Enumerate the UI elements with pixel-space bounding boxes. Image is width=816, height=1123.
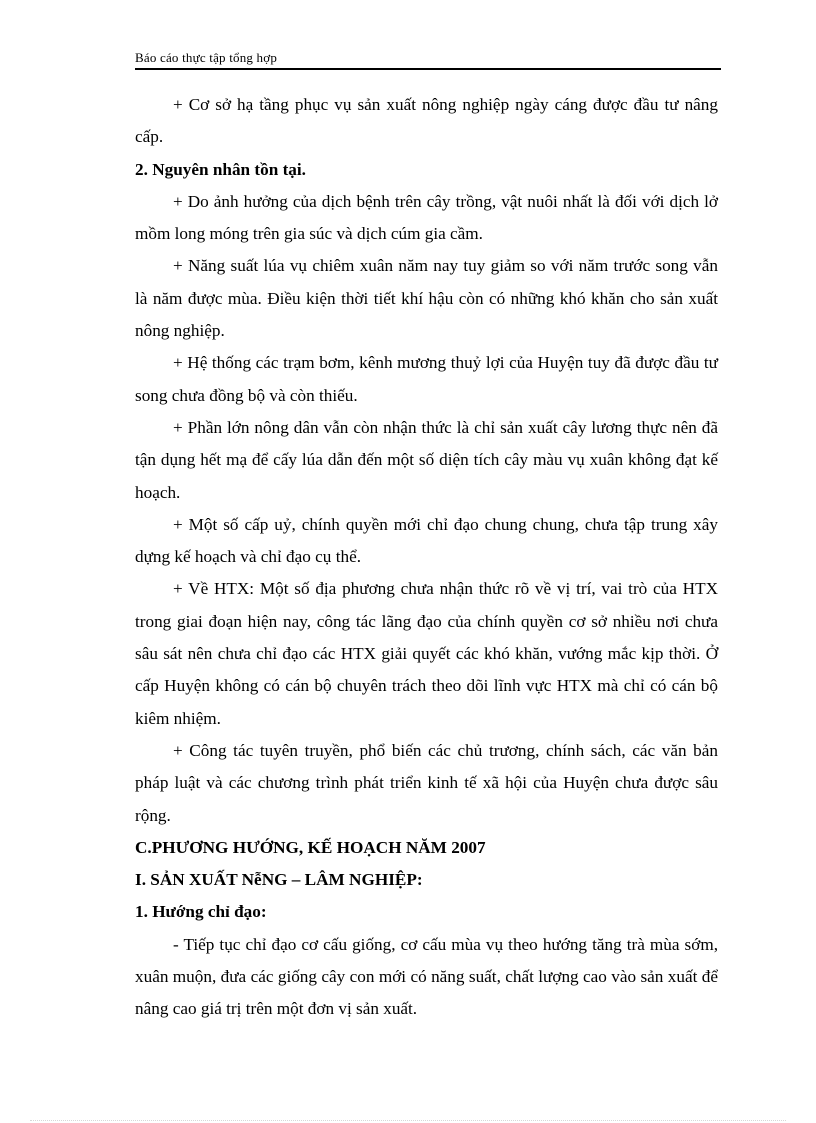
paragraph-farmer-awareness: + Phần lớn nông dân vẫn còn nhận thức là chỉ sản xuất cây lương thực nên đã tận dụng hết mạ để cấy lúa dẫn đến một số diện tích cây màu vụ xuân không đạt kế hoạch. xyxy=(135,417,718,502)
section-heading-agriculture: I. SẢN XUẤT NễNG – LÂM NGHIỆP: xyxy=(135,870,423,890)
paragraph-leadership: + Một số cấp uỷ, chính quyền mới chỉ đạo chung chung, chưa tập trung xây dựng kế hoạch và chỉ đạo cụ thể. xyxy=(135,514,718,567)
section-heading-direction: 1. Hướng chỉ đạo: xyxy=(135,902,267,922)
page-bottom-divider xyxy=(30,1120,786,1121)
document-body xyxy=(135,89,718,1026)
section-heading-causes: 2. Nguyên nhân tồn tại. xyxy=(135,159,306,179)
paragraph-disease: + Do ảnh hưởng của dịch bệnh trên cây trồng, vật nuôi nhất là đối với dịch lở mồm long móng trên gia súc và dịch cúm gia cầm. xyxy=(135,191,718,244)
paragraph-crop-structure: - Tiếp tục chỉ đạo cơ cấu giống, cơ cấu mùa vụ theo hướng tăng trà mùa sớm, xuân muộn, đưa các giống cây con mới có năng suất, chất lượng cao vào sản xuất để nâng cao giá trị trên một đơn vị sản xuất. xyxy=(135,934,718,1019)
paragraph-propaganda: + Công tác tuyên truyền, phổ biến các chủ trương, chính sách, các văn bản pháp luật và các chương trình phát triển kinh tế xã hội của Huyện chưa được sâu rộng. xyxy=(135,740,718,825)
paragraph-pumping-stations: + Hệ thống các trạm bơm, kênh mương thuỷ lợi của Huyện tuy đã được đầu tư song chưa đồng bộ và còn thiếu. xyxy=(135,353,718,405)
page-header: Báo cáo thực tập tổng hợp xyxy=(135,50,721,70)
paragraph-rice-yield: + Năng suất lúa vụ chiêm xuân năm nay tuy giảm so với năm trước song vẫn là năm được mùa. Điều kiện thời tiết khí hậu còn có những khó khăn cho sản xuất nông nghiệp. xyxy=(135,256,718,341)
paragraph-infrastructure: + Cơ sở hạ tầng phục vụ sản xuất nông nghiệp ngày cáng được đầu tư nâng cấp. xyxy=(135,95,718,147)
section-heading-plan-2007: C.PHƯƠNG HƯỚNG, KẾ HOẠCH NĂM 2007 xyxy=(135,837,486,857)
paragraph-cooperatives: + Về HTX: Một số địa phương chưa nhận thức rõ về vị trí, vai trò của HTX trong giai đoạn hiện nay, công tác lãng đạo của chính quyền cơ sở nhiều nơi chưa sâu sát nên chưa chỉ đạo các HTX giải quyết các khó khăn, vướng mắc kịp thời. Ở cấp Huyện không có cán bộ chuyên trách theo dõi lĩnh vực HTX mà chỉ có cán bộ kiêm nhiệm. xyxy=(135,579,718,728)
